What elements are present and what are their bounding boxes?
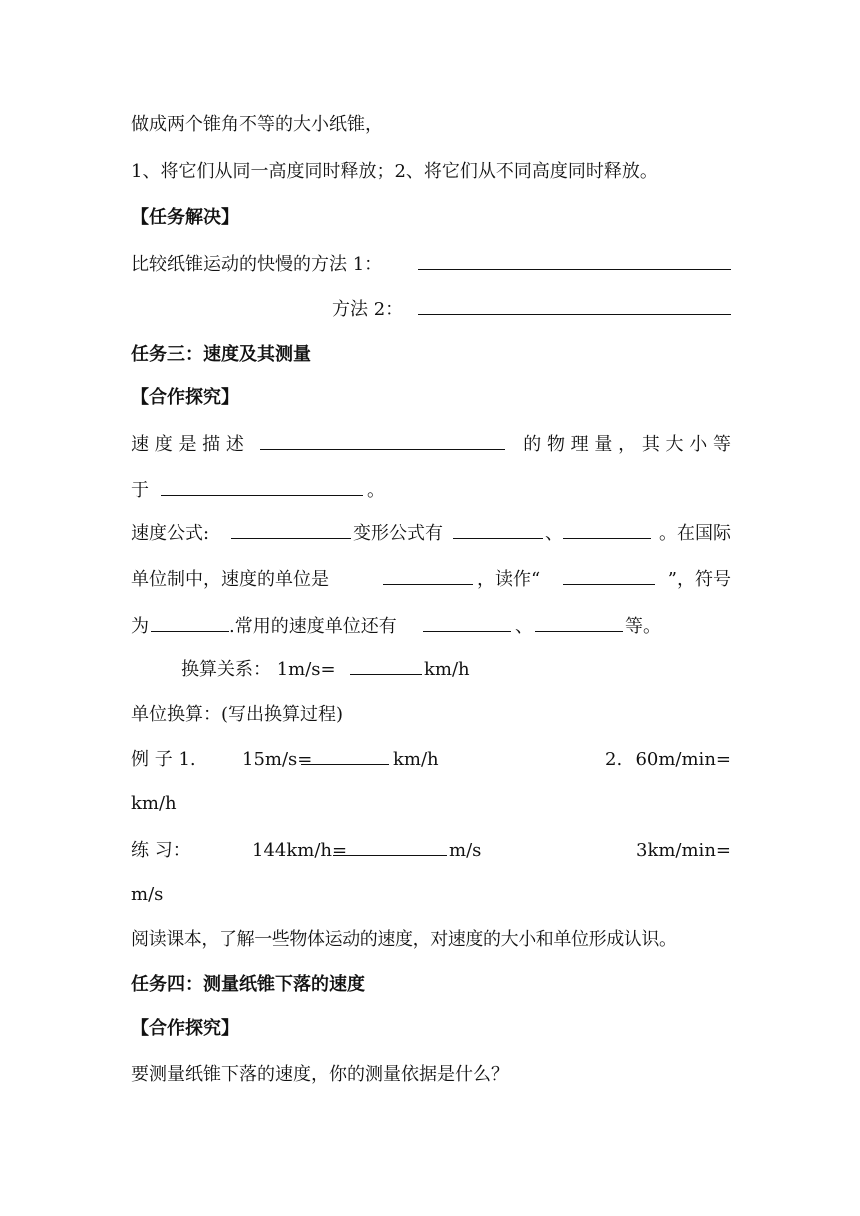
unit-line	[131, 566, 731, 594]
unit2-text-a: 为	[131, 616, 149, 637]
example-2-number: 2.	[605, 749, 623, 770]
method-1-blank[interactable]	[418, 251, 731, 270]
example-label: 例 子 1.	[131, 749, 196, 770]
conversion-label: 换算关系： 1m/s=	[181, 659, 336, 680]
common-unit-blank-2[interactable]	[535, 613, 623, 632]
formula-text-end: 。在国际	[659, 523, 731, 544]
example-1-expr: 15m/s=	[242, 749, 313, 770]
method-2-line	[131, 296, 731, 324]
unit-blank[interactable]	[383, 566, 473, 585]
unit-text-a: 单位制中，速度的单位是	[131, 569, 329, 590]
method-2-blank[interactable]	[418, 296, 731, 315]
unit2-sep: 、	[515, 616, 533, 637]
practice-1-blank[interactable]	[333, 837, 447, 856]
formula-sep: 、	[545, 523, 563, 544]
unit2-text-b: .常用的速度单位还有	[229, 616, 397, 637]
reading-instruction: 阅读课本，了解一些物体运动的速度，对速度的大小和单位形成认识。	[131, 929, 677, 950]
formula-variant-blank-2[interactable]	[563, 520, 651, 539]
formula-variant-label: 变形公式有	[353, 523, 443, 544]
section-heading-cooperative-1: 【合作探究】	[131, 387, 239, 408]
common-unit-blank-1[interactable]	[423, 613, 511, 632]
method-1-label: 比较纸锥运动的快慢的方法 1：	[131, 254, 383, 275]
method-2-label: 方法 2：	[332, 299, 404, 320]
unit-calc-heading: 单位换算：(写出换算过程)	[131, 704, 344, 725]
unit-symbol-blank[interactable]	[151, 613, 229, 632]
formula-variant-blank-1[interactable]	[453, 520, 543, 539]
practice-1-unit: m/s	[449, 840, 482, 861]
speed-mag-period: 。	[367, 480, 385, 501]
speed-definition-line	[131, 431, 731, 459]
example-2-expr: 60m/min=	[635, 749, 731, 770]
task-3-heading: 任务三：速度及其测量	[131, 344, 311, 365]
practice-2-expr: 3km/min=	[636, 840, 731, 861]
unit2-text-c: 等。	[625, 616, 661, 637]
unit-symbol-line	[131, 613, 731, 641]
text-line-2: 1、将它们从同一高度同时释放；2、将它们从不同高度同时释放。	[131, 161, 658, 182]
unit-text-b: ，读作“	[477, 569, 541, 590]
formula-blank[interactable]	[231, 520, 351, 539]
speed-def-text-a: 速 度 是 描 述	[131, 434, 244, 455]
measurement-question: 要测量纸锥下落的速度，你的测量依据是什么？	[131, 1064, 509, 1085]
text-line-1: 做成两个锥角不等的大小纸锥，	[131, 114, 383, 135]
speed-magnitude-line	[131, 477, 731, 505]
section-heading-task-solve: 【任务解决】	[131, 207, 239, 228]
formula-label: 速度公式:	[131, 523, 210, 544]
speed-def-blank[interactable]	[260, 431, 505, 450]
example-1-blank[interactable]	[301, 746, 389, 765]
conversion-line	[131, 656, 731, 684]
method-1-line	[131, 251, 731, 279]
practice-1-expr: 144km/h=	[252, 840, 348, 861]
task-4-heading: 任务四：测量纸锥下落的速度	[131, 974, 365, 995]
practice-line	[131, 837, 731, 865]
conversion-blank[interactable]	[350, 656, 422, 675]
speed-mag-text: 于	[131, 480, 149, 501]
speed-def-text-b: 的 物 理 量 ， 其 大 小 等	[523, 434, 731, 455]
practice-label: 练 习：	[131, 840, 191, 861]
practice-2-unit: m/s	[131, 884, 164, 905]
example-line	[131, 746, 731, 774]
example-1-unit: km/h	[393, 749, 439, 770]
conversion-unit: km/h	[424, 659, 470, 680]
section-heading-cooperative-2: 【合作探究】	[131, 1018, 239, 1039]
speed-mag-blank[interactable]	[161, 477, 363, 496]
example-2-unit: km/h	[131, 793, 177, 814]
unit-text-c: ”，符号	[667, 569, 731, 590]
formula-line	[131, 520, 731, 548]
unit-read-blank[interactable]	[563, 566, 655, 585]
